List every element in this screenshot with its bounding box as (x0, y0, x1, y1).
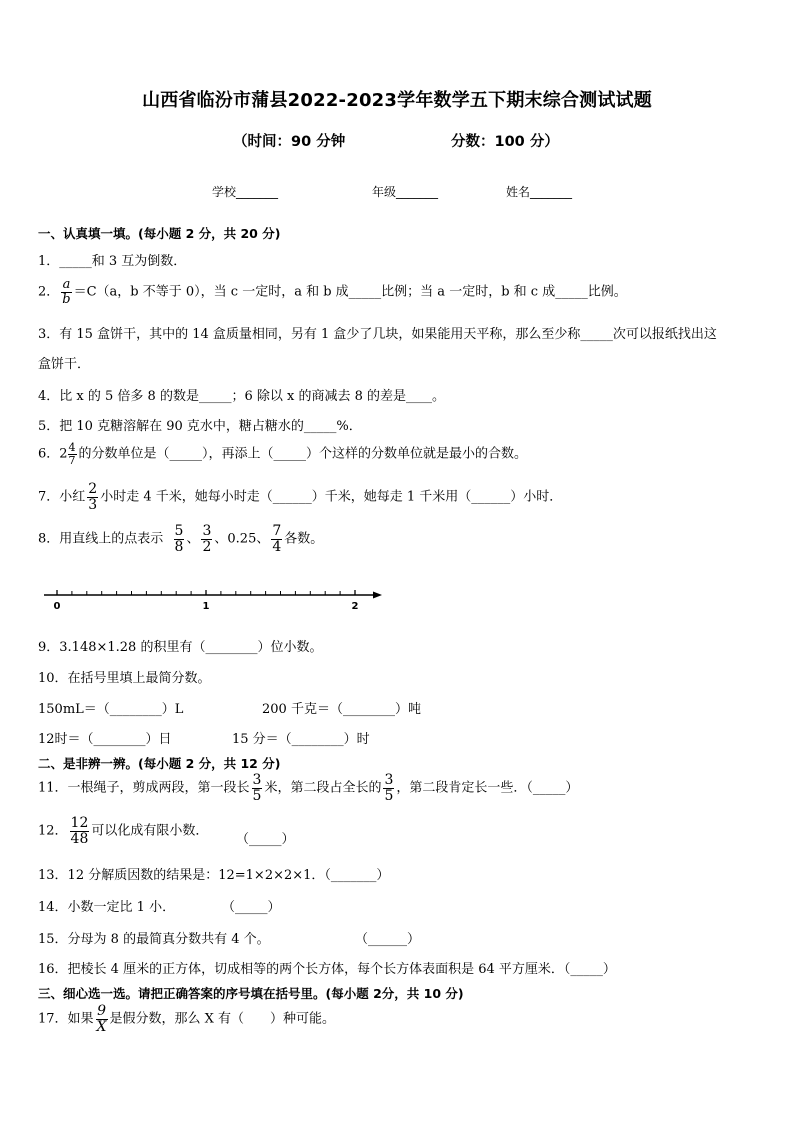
q6-fraction-denominator: 7 (68, 453, 76, 467)
q11-text-middle: 米，第二段占全长的 (264, 780, 382, 796)
question-10-b: 200 千克＝（________）吨 (262, 702, 421, 717)
q8-text-middle: 、0.25、 (214, 531, 270, 547)
section-2-heading: 二、是非辨一辨。(每小题 2 分，共 12 分) (38, 756, 281, 771)
question-15: 15．分母为 8 的最简真分数共有 4 个。 (38, 932, 270, 947)
q8-fraction-3-denominator: 4 (272, 538, 282, 555)
q17-text-start: 17．如果 (38, 1011, 94, 1027)
q8-text-end: 各数。 (284, 531, 324, 547)
exam-score: 分数：100 分） (451, 134, 559, 150)
page-title: 山西省临汾市蒲县2022-2023学年数学五下期末综合测试试题 (142, 90, 652, 111)
question-10-a: 150mL＝（________）L (38, 702, 184, 717)
question-11 (38, 773, 578, 803)
q11-fraction-1-numerator: 3 (252, 772, 262, 788)
section-3-heading: 三、细心选一选。请把正确答案的序号填在括号里。(每小题 2分，共 10 分) (38, 986, 464, 1001)
q2-number: 2． (38, 284, 60, 300)
q12-fraction (70, 816, 90, 846)
q8-fraction-1 (174, 524, 185, 554)
q11-fraction-1-denominator: 5 (252, 787, 262, 804)
q14-answer-blank[interactable]: （_____） (222, 900, 281, 915)
q11-fraction-2-denominator: 5 (384, 787, 394, 804)
q15-answer-blank[interactable]: （______） (355, 932, 421, 947)
q6-text: 的分数单位是（_____），再添上（_____）个这样的分数单位就是最小的合数。 (78, 446, 528, 462)
q11-fraction-2-numerator: 3 (384, 772, 394, 788)
q8-fraction-2-numerator: 3 (202, 523, 212, 539)
q12-fraction-denominator: 48 (70, 830, 89, 847)
q7-fraction (87, 482, 98, 512)
q12-text: 可以化成有限小数． (91, 823, 209, 839)
question-5: 5．把 10 克糖溶解在 90 克水中，糖占糖水的_____%． (38, 419, 362, 434)
q8-separator: 、 (186, 531, 200, 547)
question-3-line-1: 3．有 15 盒饼干，其中的 14 盒质量相同，另有 1 盒少了几块，如果能用天平称，那么至少称_____次可以报纸找出这 (38, 327, 717, 342)
q12-answer-blank[interactable]: （_____） (236, 832, 295, 847)
question-16: 16．把棱长 4 厘米的正方体，切成相等的两个长方体，每个长方体表面积是 64 平方厘米．（_____） (38, 962, 616, 977)
question-9: 9．3.148×1.28 的积里有（________）位小数。 (38, 640, 323, 655)
section-1-heading: 一、认真填一填。(每小题 2 分，共 20 分) (38, 226, 281, 241)
q8-fraction-3-numerator: 7 (272, 523, 282, 539)
q17-text: 是假分数，那么 X 有（ ）种可能。 (109, 1011, 336, 1027)
q7-fraction-denominator: 3 (88, 496, 98, 513)
q6-fraction (68, 442, 77, 466)
q12-fraction-numerator: 12 (70, 815, 89, 831)
number-line-arrow (373, 592, 382, 599)
question-7 (38, 482, 562, 512)
q2-fraction (61, 278, 71, 306)
q8-text-start: 8．用直线上的点表示 (38, 531, 164, 547)
q8-fraction-2-denominator: 2 (202, 538, 212, 555)
grade-field[interactable]: 年级_______ (372, 185, 439, 199)
number-line-label: 1 (202, 601, 210, 612)
name-field[interactable]: 姓名_______ (506, 185, 573, 199)
q8-fraction-3 (271, 524, 282, 554)
question-6 (38, 442, 527, 466)
question-14: 14．小数一定比 1 小． (38, 900, 176, 915)
question-13: 13．12 分解质因数的结果是：12=1×2×2×1．（_______） (38, 868, 390, 883)
q17-fraction-denominator: X (96, 1018, 107, 1035)
q7-number: 7．小红 (38, 489, 86, 505)
q6-fraction-numerator: 4 (68, 441, 76, 454)
q8-fraction-1-numerator: 5 (174, 523, 184, 539)
question-4: 4．比 x 的 5 倍多 8 的数是_____；6 除以 x 的商减去 8 的差是____。 (38, 389, 445, 404)
q2-fraction-numerator: a (62, 277, 71, 292)
q11-text-end: ，第二段肯定长一些．（_____） (396, 780, 579, 796)
question-10-d: 15 分＝（________）时 (232, 732, 370, 747)
question-17 (38, 1004, 335, 1034)
q2-text: ＝C（a，b 不等于 0），当 c 一定时，a 和 b 成_____比例；当 a 一定时，b 和 c 成_____比例。 (73, 284, 627, 300)
q11-fraction-1 (252, 773, 263, 803)
q12-number: 12． (38, 823, 68, 839)
q8-fraction-2 (201, 524, 212, 554)
question-12 (38, 816, 208, 846)
number-line-label: 0 (53, 601, 61, 612)
question-1: 1．_____和 3 互为倒数． (38, 254, 187, 269)
q11-text-start: 11．一根绳子，剪成两段，第一段长 (38, 780, 250, 796)
number-line-label: 2 (351, 601, 359, 612)
question-2 (38, 278, 627, 306)
q7-text: 小时走 4 千米，她每小时走（______）千米，她每走 1 千米用（______）小时． (100, 489, 563, 505)
exam-time: （时间：90 分钟 (233, 134, 346, 150)
q8-fraction-1-denominator: 8 (174, 538, 184, 555)
q17-fraction-numerator: 9 (97, 1003, 106, 1019)
question-10-c: 12时＝（________）日 (38, 732, 172, 747)
question-3-line-2: 盒饼干． (38, 357, 91, 372)
q6-number: 6．2 (38, 446, 68, 462)
question-10: 10．在括号里填上最简分数。 (38, 671, 211, 686)
q7-fraction-numerator: 2 (88, 481, 98, 497)
number-line[interactable] (40, 584, 390, 618)
q2-fraction-denominator: b (62, 291, 71, 307)
q17-fraction (96, 1004, 108, 1034)
question-8 (38, 524, 323, 554)
school-field[interactable]: 学校_______ (212, 185, 279, 199)
q11-fraction-2 (383, 773, 394, 803)
